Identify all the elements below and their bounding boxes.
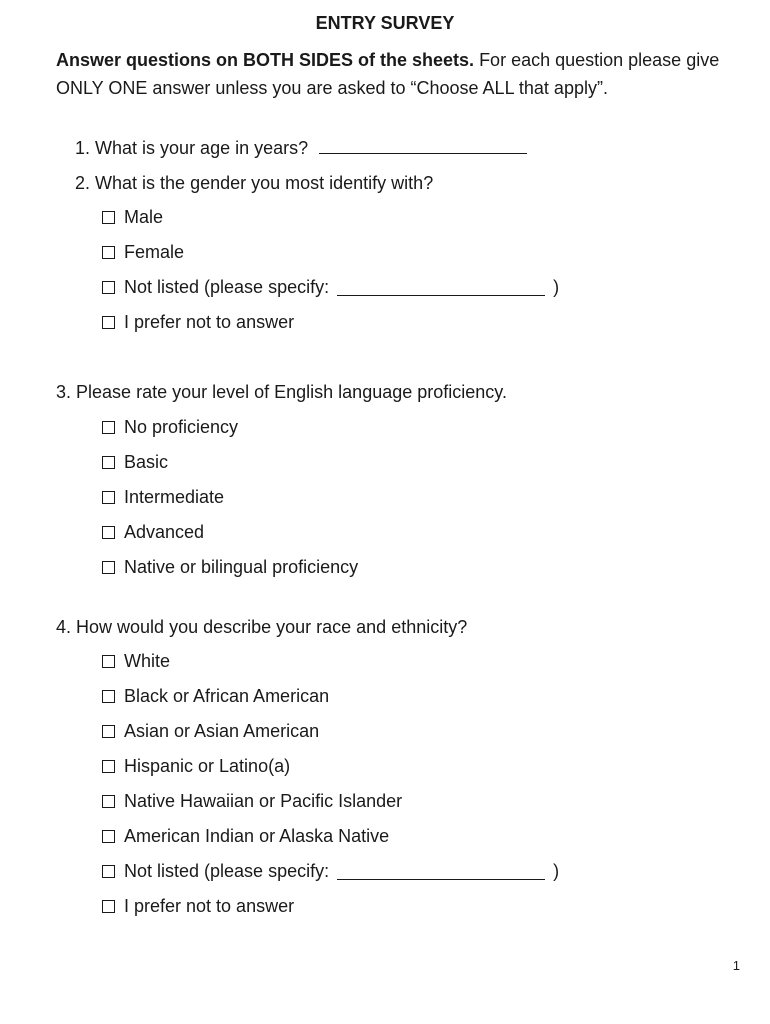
question-2 <box>75 172 433 194</box>
checkbox[interactable] <box>102 421 115 434</box>
english-option-native[interactable] <box>102 556 358 578</box>
english-option-none[interactable] <box>102 416 238 438</box>
race-option-prefer-not[interactable] <box>102 895 294 917</box>
question-4 <box>56 616 467 638</box>
question-text: How would you describe your race and ethnicity? <box>76 617 468 637</box>
page-number: 1 <box>732 958 740 973</box>
gender-option-not-listed[interactable] <box>102 276 559 298</box>
option-label: Native Hawaiian or Pacific Islander <box>124 791 403 811</box>
age-answer-field[interactable] <box>319 137 527 154</box>
checkbox[interactable] <box>102 561 115 574</box>
checkbox[interactable] <box>102 655 115 668</box>
option-label: Native or bilingual proficiency <box>124 557 359 577</box>
gender-specify-field[interactable] <box>337 279 545 296</box>
question-1 <box>75 137 527 159</box>
instructions <box>56 46 736 102</box>
english-option-intermediate[interactable] <box>102 486 224 508</box>
checkbox[interactable] <box>102 211 115 224</box>
race-option-american-indian[interactable] <box>102 825 389 847</box>
checkbox[interactable] <box>102 281 115 294</box>
close-paren: ) <box>553 277 560 297</box>
checkbox[interactable] <box>102 690 115 703</box>
checkbox[interactable] <box>102 316 115 329</box>
race-option-not-listed[interactable] <box>102 860 559 882</box>
option-label: Asian or Asian American <box>124 721 320 741</box>
option-label: Advanced <box>124 522 205 542</box>
option-label: Basic <box>124 452 169 472</box>
checkbox[interactable] <box>102 526 115 539</box>
page-title: ENTRY SURVEY <box>315 13 455 33</box>
checkbox[interactable] <box>102 246 115 259</box>
option-label: Hispanic or Latino(a) <box>124 756 291 776</box>
close-paren: ) <box>553 861 560 881</box>
checkbox[interactable] <box>102 865 115 878</box>
question-number: 1. <box>75 138 91 158</box>
option-label: No proficiency <box>124 417 239 437</box>
question-3 <box>56 381 507 403</box>
checkbox[interactable] <box>102 900 115 913</box>
question-number: 3. <box>56 382 72 402</box>
option-label: White <box>124 651 171 671</box>
race-option-hispanic[interactable] <box>102 755 290 777</box>
instructions-bold: Answer questions on BOTH SIDES of the sheets. <box>56 50 475 70</box>
question-text: What is the gender you most identify with? <box>95 173 434 193</box>
english-option-advanced[interactable] <box>102 521 204 543</box>
checkbox[interactable] <box>102 830 115 843</box>
option-label: Female <box>124 242 185 262</box>
checkbox[interactable] <box>102 795 115 808</box>
option-label: Male <box>124 207 164 227</box>
english-option-basic[interactable] <box>102 451 168 473</box>
race-option-pacific-islander[interactable] <box>102 790 402 812</box>
race-option-white[interactable] <box>102 650 170 672</box>
question-text: Please rate your level of English language proficiency. <box>76 382 507 402</box>
option-label: I prefer not to answer <box>124 896 295 916</box>
option-label: American Indian or Alaska Native <box>124 826 390 846</box>
race-specify-field[interactable] <box>337 863 545 880</box>
race-option-asian[interactable] <box>102 720 319 742</box>
option-label: Intermediate <box>124 487 225 507</box>
gender-option-female[interactable] <box>102 241 184 263</box>
question-text: What is your age in years? <box>95 138 309 158</box>
question-number: 4. <box>56 617 72 637</box>
race-option-black[interactable] <box>102 685 329 707</box>
instructions-rest: For each question please give ONLY ONE answer unless you are asked to “Choose ALL that apply”. <box>56 50 720 98</box>
checkbox[interactable] <box>102 760 115 773</box>
option-label: Not listed (please specify: <box>124 277 330 297</box>
checkbox[interactable] <box>102 456 115 469</box>
option-label: I prefer not to answer <box>124 312 295 332</box>
checkbox[interactable] <box>102 491 115 504</box>
gender-option-male[interactable] <box>102 206 163 228</box>
option-label: Black or African American <box>124 686 330 706</box>
gender-option-prefer-not[interactable] <box>102 311 294 333</box>
checkbox[interactable] <box>102 725 115 738</box>
option-label: Not listed (please specify: <box>124 861 330 881</box>
question-number: 2. <box>75 173 91 193</box>
